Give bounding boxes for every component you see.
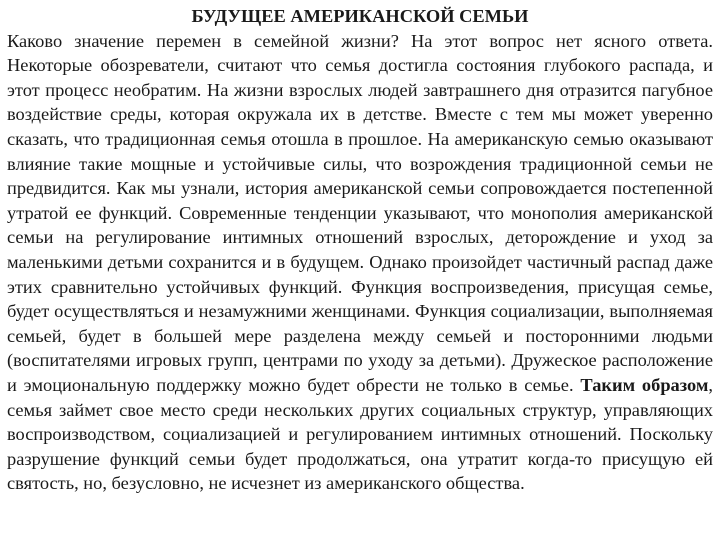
- document-title: БУДУЩЕЕ АМЕРИКАНСКОЙ СЕМЬИ: [191, 6, 529, 26]
- body-paragraph: [7, 29, 713, 496]
- paragraph-text-after-emphasis: , семья займет свое место среди нескольких других социальных структур, управляющих воспроизводством, социализацией и регулированием интимных отношений. Поскольку разрушение функций семьи будет продолжаться, она утратит когда-то присущую ей святость, но, безусловно, не исчезнет из американского общества.: [7, 374, 714, 494]
- paragraph-text-before-emphasis: Каково значение перемен в семейной жизни? На этот вопрос нет ясного ответа. Некоторые обозреватели, считают что семья достигла состояния глубокого распада, и этот процесс необратим. На жизни взрослых людей завтрашнего дня отразится пагубное воздействие среды, которая окружала их в детстве. Вместе с тем мы может уверенно сказать, что традиционная семья отошла в прошлое. На американскую семью оказывают влияние такие мощные и устойчивые силы, что возрождения традиционной семьи не предвидится. Как мы узнали, история американской семьи сопровождается постепенной утратой ее функций. Современные тенденции указывают, что монополия американской семьи на регулирование интимных отношений взрослых, деторождение и уход за маленькими детьми сохранится и в будущем. Однако произойдет частичный распад даже этих сравнительно устойчивых функций. Функция воспроизведения, присущая семье, будет осуществляться и незамужними женщинами. Функция социализации, выполняемая семьей, будет в большей мере разделена между семьей и посторонними людьми (воспитателями игровых групп, центрами по уходу за детьми). Дружеское расположение и эмоциональную поддержку можно будет обрести не только в семье.: [7, 30, 713, 395]
- bold-phrase: Таким образом: [580, 374, 709, 395]
